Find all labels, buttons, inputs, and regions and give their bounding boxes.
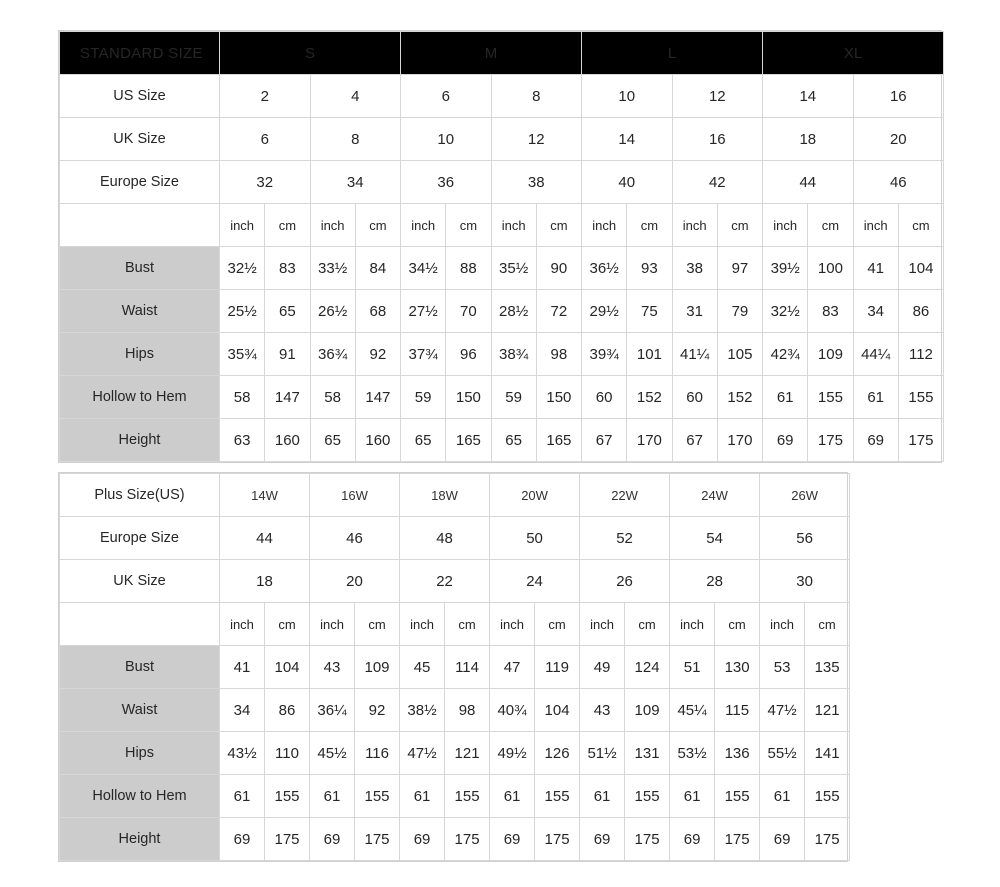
cell-plus-hollow-6: 61 — [490, 775, 535, 818]
table-row — [60, 75, 944, 118]
cell-uk-size-4: 14 — [582, 118, 673, 161]
cell-plus-hips-9: 131 — [625, 732, 670, 775]
cell-plus-hips-10: 53½ — [670, 732, 715, 775]
cell-plus-height-11: 175 — [715, 818, 760, 861]
cell-height-3: 160 — [355, 419, 400, 462]
cell-bust-4: 34½ — [401, 247, 446, 290]
cell-plus-waist-0: 34 — [220, 689, 265, 732]
unit-cell-0: inch — [220, 204, 265, 247]
cell-hips-2: 36¾ — [310, 333, 355, 376]
cell-plus-bust-4: 45 — [400, 646, 445, 689]
cell-plus-hips-13: 141 — [805, 732, 850, 775]
cell-plus-bust-2: 43 — [310, 646, 355, 689]
unit-cell-15: cm — [898, 204, 943, 247]
plus-unit-cell-0: inch — [220, 603, 265, 646]
unit-cell-3: cm — [355, 204, 400, 247]
cell-plus-height-6: 69 — [490, 818, 535, 861]
row-label-waist: Waist — [60, 290, 220, 333]
cell-hips-10: 41¼ — [672, 333, 717, 376]
cell-plus-hips-7: 126 — [535, 732, 580, 775]
cell-plus-europe-0: 44 — [220, 517, 310, 560]
cell-hollow-8: 60 — [582, 376, 627, 419]
cell-plus-bust-7: 119 — [535, 646, 580, 689]
cell-plus-hips-4: 47½ — [400, 732, 445, 775]
table-row — [60, 290, 944, 333]
unit-cell-4: inch — [401, 204, 446, 247]
cell-plus-height-12: 69 — [760, 818, 805, 861]
unit-cell-2: inch — [310, 204, 355, 247]
cell-height-5: 165 — [446, 419, 491, 462]
cell-plus-hollow-5: 155 — [445, 775, 490, 818]
cell-bust-14: 41 — [853, 247, 898, 290]
cell-plus-bust-12: 53 — [760, 646, 805, 689]
cell-plus-hollow-1: 155 — [265, 775, 310, 818]
cell-plus-hips-12: 55½ — [760, 732, 805, 775]
unit-cell-9: cm — [627, 204, 672, 247]
table-row — [60, 376, 944, 419]
cell-plus-height-0: 69 — [220, 818, 265, 861]
cell-waist-5: 70 — [446, 290, 491, 333]
cell-europe-size-3: 38 — [491, 161, 582, 204]
cell-us-size-6: 14 — [763, 75, 854, 118]
cell-waist-6: 28½ — [491, 290, 536, 333]
cell-hollow-14: 61 — [853, 376, 898, 419]
unit-cell-10: inch — [672, 204, 717, 247]
cell-plus-hollow-12: 61 — [760, 775, 805, 818]
unit-cell-6: inch — [491, 204, 536, 247]
row-label-plus-hips: Hips — [60, 732, 220, 775]
cell-plus-height-10: 69 — [670, 818, 715, 861]
cell-waist-15: 86 — [898, 290, 943, 333]
table-row — [60, 118, 944, 161]
table-row — [60, 689, 850, 732]
cell-plus-height-7: 175 — [535, 818, 580, 861]
cell-plus-waist-7: 104 — [535, 689, 580, 732]
cell-plus-bust-0: 41 — [220, 646, 265, 689]
row-label-plus-bust: Bust — [60, 646, 220, 689]
cell-waist-7: 72 — [536, 290, 581, 333]
cell-plus-height-5: 175 — [445, 818, 490, 861]
cell-height-15: 175 — [898, 419, 943, 462]
cell-us-size-3: 8 — [491, 75, 582, 118]
cell-plus-height-3: 175 — [355, 818, 400, 861]
cell-waist-11: 79 — [717, 290, 762, 333]
cell-us-size-4: 10 — [582, 75, 673, 118]
plus-size-table-container — [58, 472, 848, 862]
cell-uk-size-2: 10 — [401, 118, 492, 161]
cell-plus-size-1: 16W — [310, 474, 400, 517]
cell-plus-hollow-0: 61 — [220, 775, 265, 818]
cell-bust-12: 39½ — [763, 247, 808, 290]
cell-bust-3: 84 — [355, 247, 400, 290]
cell-plus-height-8: 69 — [580, 818, 625, 861]
plus-unit-cell-7: cm — [535, 603, 580, 646]
cell-plus-uk-2: 22 — [400, 560, 490, 603]
cell-height-1: 160 — [265, 419, 310, 462]
cell-europe-size-7: 46 — [853, 161, 944, 204]
cell-hips-7: 98 — [536, 333, 581, 376]
cell-plus-waist-1: 86 — [265, 689, 310, 732]
plus-unit-row-label — [60, 603, 220, 646]
cell-us-size-2: 6 — [401, 75, 492, 118]
cell-europe-size-2: 36 — [401, 161, 492, 204]
cell-hips-0: 35¾ — [220, 333, 265, 376]
cell-plus-uk-1: 20 — [310, 560, 400, 603]
plus-size-table — [59, 473, 850, 861]
cell-plus-bust-6: 47 — [490, 646, 535, 689]
table-row — [60, 247, 944, 290]
cell-plus-bust-10: 51 — [670, 646, 715, 689]
row-label-plus-height: Height — [60, 818, 220, 861]
cell-plus-size-6: 26W — [760, 474, 850, 517]
cell-plus-uk-4: 26 — [580, 560, 670, 603]
table-row — [60, 474, 850, 517]
unit-row — [60, 204, 944, 247]
cell-plus-bust-9: 124 — [625, 646, 670, 689]
unit-cell-14: inch — [853, 204, 898, 247]
cell-height-10: 67 — [672, 419, 717, 462]
standard-header-group-s: S — [220, 32, 401, 75]
cell-bust-15: 104 — [898, 247, 943, 290]
standard-size-table-container — [58, 30, 942, 463]
cell-us-size-1: 4 — [310, 75, 401, 118]
cell-plus-europe-3: 50 — [490, 517, 580, 560]
cell-uk-size-1: 8 — [310, 118, 401, 161]
cell-plus-size-5: 24W — [670, 474, 760, 517]
standard-header-group-xl: XL — [763, 32, 944, 75]
cell-plus-bust-8: 49 — [580, 646, 625, 689]
plus-unit-cell-8: inch — [580, 603, 625, 646]
cell-us-size-0: 2 — [220, 75, 311, 118]
row-label-plus-size-us: Plus Size(US) — [60, 474, 220, 517]
cell-hollow-3: 147 — [355, 376, 400, 419]
cell-waist-4: 27½ — [401, 290, 446, 333]
cell-waist-14: 34 — [853, 290, 898, 333]
cell-plus-bust-13: 135 — [805, 646, 850, 689]
plus-unit-cell-12: inch — [760, 603, 805, 646]
cell-hollow-7: 150 — [536, 376, 581, 419]
row-label-hips: Hips — [60, 333, 220, 376]
cell-height-13: 175 — [808, 419, 853, 462]
cell-europe-size-4: 40 — [582, 161, 673, 204]
cell-bust-11: 97 — [717, 247, 762, 290]
cell-plus-waist-12: 47½ — [760, 689, 805, 732]
cell-plus-bust-3: 109 — [355, 646, 400, 689]
cell-plus-hollow-3: 155 — [355, 775, 400, 818]
cell-plus-bust-11: 130 — [715, 646, 760, 689]
plus-unit-cell-11: cm — [715, 603, 760, 646]
standard-size-table — [59, 31, 944, 462]
cell-plus-hips-2: 45½ — [310, 732, 355, 775]
row-label-uk-size: UK Size — [60, 118, 220, 161]
standard-header-group-l: L — [582, 32, 763, 75]
plus-unit-cell-13: cm — [805, 603, 850, 646]
cell-plus-europe-5: 54 — [670, 517, 760, 560]
cell-europe-size-5: 42 — [672, 161, 763, 204]
plus-unit-cell-2: inch — [310, 603, 355, 646]
cell-hips-6: 38¾ — [491, 333, 536, 376]
cell-waist-13: 83 — [808, 290, 853, 333]
cell-waist-0: 25½ — [220, 290, 265, 333]
cell-bust-9: 93 — [627, 247, 672, 290]
cell-plus-hips-11: 136 — [715, 732, 760, 775]
unit-row — [60, 603, 850, 646]
plus-unit-cell-6: inch — [490, 603, 535, 646]
row-label-plus-europe-size: Europe Size — [60, 517, 220, 560]
unit-cell-13: cm — [808, 204, 853, 247]
row-label-plus-waist: Waist — [60, 689, 220, 732]
plus-unit-cell-1: cm — [265, 603, 310, 646]
cell-height-2: 65 — [310, 419, 355, 462]
cell-hips-8: 39¾ — [582, 333, 627, 376]
cell-plus-height-1: 175 — [265, 818, 310, 861]
cell-hips-1: 91 — [265, 333, 310, 376]
cell-europe-size-1: 34 — [310, 161, 401, 204]
cell-hollow-2: 58 — [310, 376, 355, 419]
plus-unit-cell-3: cm — [355, 603, 400, 646]
cell-hollow-15: 155 — [898, 376, 943, 419]
table-row — [60, 419, 944, 462]
cell-uk-size-0: 6 — [220, 118, 311, 161]
table-row — [60, 161, 944, 204]
table-row — [60, 646, 850, 689]
cell-hollow-12: 61 — [763, 376, 808, 419]
cell-hips-4: 37¾ — [401, 333, 446, 376]
cell-bust-0: 32½ — [220, 247, 265, 290]
cell-plus-waist-10: 45¼ — [670, 689, 715, 732]
cell-hollow-11: 152 — [717, 376, 762, 419]
cell-plus-size-0: 14W — [220, 474, 310, 517]
cell-plus-height-9: 175 — [625, 818, 670, 861]
cell-plus-europe-4: 52 — [580, 517, 670, 560]
cell-plus-height-2: 69 — [310, 818, 355, 861]
cell-plus-waist-5: 98 — [445, 689, 490, 732]
cell-waist-2: 26½ — [310, 290, 355, 333]
unit-cell-7: cm — [536, 204, 581, 247]
cell-plus-uk-0: 18 — [220, 560, 310, 603]
cell-hips-13: 109 — [808, 333, 853, 376]
cell-hollow-4: 59 — [401, 376, 446, 419]
cell-us-size-5: 12 — [672, 75, 763, 118]
cell-hollow-6: 59 — [491, 376, 536, 419]
cell-waist-12: 32½ — [763, 290, 808, 333]
cell-plus-uk-3: 24 — [490, 560, 580, 603]
cell-plus-hollow-8: 61 — [580, 775, 625, 818]
cell-hollow-1: 147 — [265, 376, 310, 419]
cell-hollow-13: 155 — [808, 376, 853, 419]
cell-height-11: 170 — [717, 419, 762, 462]
row-label-plus-hollow-to-hem: Hollow to Hem — [60, 775, 220, 818]
table-row — [60, 517, 850, 560]
cell-waist-3: 68 — [355, 290, 400, 333]
cell-height-7: 165 — [536, 419, 581, 462]
cell-plus-waist-2: 36¼ — [310, 689, 355, 732]
row-label-us-size: US Size — [60, 75, 220, 118]
table-row — [60, 333, 944, 376]
cell-plus-uk-6: 30 — [760, 560, 850, 603]
cell-bust-2: 33½ — [310, 247, 355, 290]
table-row — [60, 775, 850, 818]
cell-us-size-7: 16 — [853, 75, 944, 118]
cell-hollow-0: 58 — [220, 376, 265, 419]
cell-bust-13: 100 — [808, 247, 853, 290]
cell-plus-uk-5: 28 — [670, 560, 760, 603]
cell-plus-europe-2: 48 — [400, 517, 490, 560]
cell-hips-15: 112 — [898, 333, 943, 376]
cell-hips-5: 96 — [446, 333, 491, 376]
cell-plus-waist-4: 38½ — [400, 689, 445, 732]
row-label-hollow-to-hem: Hollow to Hem — [60, 376, 220, 419]
unit-cell-1: cm — [265, 204, 310, 247]
cell-plus-size-2: 18W — [400, 474, 490, 517]
cell-plus-waist-6: 40¾ — [490, 689, 535, 732]
cell-height-8: 67 — [582, 419, 627, 462]
cell-plus-hollow-7: 155 — [535, 775, 580, 818]
cell-plus-europe-6: 56 — [760, 517, 850, 560]
cell-uk-size-3: 12 — [491, 118, 582, 161]
cell-bust-1: 83 — [265, 247, 310, 290]
cell-plus-hips-1: 110 — [265, 732, 310, 775]
cell-plus-hollow-11: 155 — [715, 775, 760, 818]
cell-hollow-5: 150 — [446, 376, 491, 419]
cell-height-4: 65 — [401, 419, 446, 462]
cell-hips-11: 105 — [717, 333, 762, 376]
cell-plus-bust-5: 114 — [445, 646, 490, 689]
cell-hips-3: 92 — [355, 333, 400, 376]
cell-waist-9: 75 — [627, 290, 672, 333]
cell-plus-hips-3: 116 — [355, 732, 400, 775]
cell-plus-waist-3: 92 — [355, 689, 400, 732]
cell-europe-size-6: 44 — [763, 161, 854, 204]
plus-unit-cell-9: cm — [625, 603, 670, 646]
cell-height-12: 69 — [763, 419, 808, 462]
cell-waist-10: 31 — [672, 290, 717, 333]
cell-plus-europe-1: 46 — [310, 517, 400, 560]
cell-europe-size-0: 32 — [220, 161, 311, 204]
cell-bust-10: 38 — [672, 247, 717, 290]
cell-plus-waist-9: 109 — [625, 689, 670, 732]
cell-bust-5: 88 — [446, 247, 491, 290]
unit-cell-5: cm — [446, 204, 491, 247]
cell-plus-height-4: 69 — [400, 818, 445, 861]
cell-plus-bust-1: 104 — [265, 646, 310, 689]
cell-plus-hips-8: 51½ — [580, 732, 625, 775]
standard-header-row — [60, 32, 944, 75]
cell-height-6: 65 — [491, 419, 536, 462]
row-label-bust: Bust — [60, 247, 220, 290]
cell-plus-height-13: 175 — [805, 818, 850, 861]
cell-hips-9: 101 — [627, 333, 672, 376]
cell-bust-7: 90 — [536, 247, 581, 290]
plus-unit-cell-4: inch — [400, 603, 445, 646]
table-row — [60, 818, 850, 861]
cell-plus-hollow-9: 155 — [625, 775, 670, 818]
standard-header-group-m: M — [401, 32, 582, 75]
unit-cell-8: inch — [582, 204, 627, 247]
cell-plus-size-3: 20W — [490, 474, 580, 517]
cell-plus-waist-11: 115 — [715, 689, 760, 732]
cell-plus-hips-6: 49½ — [490, 732, 535, 775]
row-label-europe-size: Europe Size — [60, 161, 220, 204]
unit-cell-12: inch — [763, 204, 808, 247]
cell-uk-size-5: 16 — [672, 118, 763, 161]
cell-plus-hips-0: 43½ — [220, 732, 265, 775]
cell-plus-hollow-13: 155 — [805, 775, 850, 818]
cell-plus-waist-13: 121 — [805, 689, 850, 732]
cell-height-14: 69 — [853, 419, 898, 462]
table-row — [60, 732, 850, 775]
cell-hips-14: 44¼ — [853, 333, 898, 376]
cell-hollow-10: 60 — [672, 376, 717, 419]
row-label-height: Height — [60, 419, 220, 462]
cell-hips-12: 42¾ — [763, 333, 808, 376]
standard-header-label: STANDARD SIZE — [60, 32, 220, 75]
unit-cell-11: cm — [717, 204, 762, 247]
table-row — [60, 560, 850, 603]
cell-plus-hollow-4: 61 — [400, 775, 445, 818]
cell-bust-6: 35½ — [491, 247, 536, 290]
cell-waist-1: 65 — [265, 290, 310, 333]
cell-height-9: 170 — [627, 419, 672, 462]
unit-row-label — [60, 204, 220, 247]
cell-plus-hollow-2: 61 — [310, 775, 355, 818]
plus-unit-cell-5: cm — [445, 603, 490, 646]
cell-hollow-9: 152 — [627, 376, 672, 419]
cell-uk-size-7: 20 — [853, 118, 944, 161]
cell-plus-waist-8: 43 — [580, 689, 625, 732]
cell-bust-8: 36½ — [582, 247, 627, 290]
cell-waist-8: 29½ — [582, 290, 627, 333]
plus-unit-cell-10: inch — [670, 603, 715, 646]
cell-plus-hollow-10: 61 — [670, 775, 715, 818]
cell-height-0: 63 — [220, 419, 265, 462]
cell-plus-hips-5: 121 — [445, 732, 490, 775]
cell-plus-size-4: 22W — [580, 474, 670, 517]
row-label-plus-uk-size: UK Size — [60, 560, 220, 603]
cell-uk-size-6: 18 — [763, 118, 854, 161]
